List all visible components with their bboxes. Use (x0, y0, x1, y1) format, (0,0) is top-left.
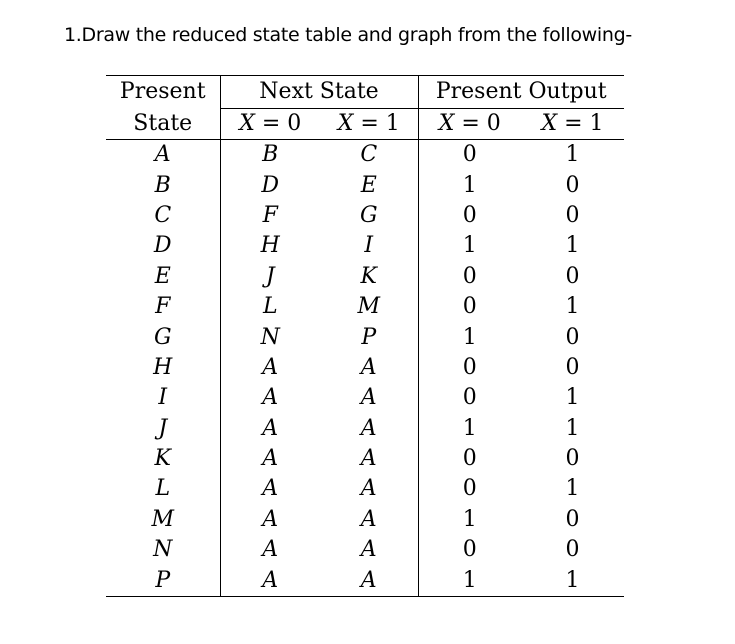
header-next-x1: X = 1 (320, 109, 418, 140)
cell-output-x0: 1 (462, 506, 477, 532)
cell-output-x0: 0 (462, 476, 477, 502)
table-row (106, 170, 624, 200)
header-present-output: Present Output (418, 76, 624, 109)
header-output-x1: X = 1 (521, 109, 624, 140)
cell-next-state-x0: A (262, 385, 279, 411)
header-output-x0: X = 0 (418, 109, 521, 140)
cell-output-x0: 0 (462, 294, 477, 320)
table-row (106, 444, 624, 474)
cell-output-x0: 1 (462, 415, 477, 441)
table-row (106, 201, 624, 231)
table-row (106, 353, 624, 383)
cell-next-state-x1: A (320, 474, 418, 504)
cell-present-state: L (106, 474, 220, 504)
cell-next-state-x1: M (320, 292, 418, 322)
cell-output-x0: 0 (462, 142, 477, 168)
cell-output-x1: 0 (565, 354, 580, 380)
table-header (106, 76, 624, 140)
cell-next-state-x0: A (262, 506, 279, 532)
cell-next-state-x0: L (262, 294, 278, 320)
cell-present-state: N (106, 535, 220, 565)
cell-next-state-x1: E (320, 170, 418, 200)
cell-output-x1: 1 (565, 415, 580, 441)
cell-next-state-x0: A (262, 537, 279, 563)
cell-next-state-x1: A (320, 505, 418, 535)
table-row (106, 262, 624, 292)
cell-present-state: B (106, 170, 220, 200)
table-row (106, 505, 624, 535)
cell-output-x1: 1 (565, 385, 580, 411)
cell-next-state-x1: A (320, 353, 418, 383)
cell-next-state-x1: K (320, 262, 418, 292)
cell-present-state: K (106, 444, 220, 474)
table-row (106, 383, 624, 413)
cell-output-x1: 1 (565, 476, 580, 502)
cell-output-x1: 0 (565, 172, 580, 198)
cell-output-x1: 0 (565, 202, 580, 228)
question-text: 1.Draw the reduced state table and graph from the following- (64, 24, 632, 46)
cell-output-x1: 0 (565, 446, 580, 472)
cell-next-state-x0: A (220, 565, 320, 596)
cell-output-x1: 1 (521, 565, 624, 596)
cell-output-x0: 0 (462, 446, 477, 472)
header-present: Present (106, 76, 220, 109)
cell-present-state: E (106, 262, 220, 292)
cell-next-state-x1: G (320, 201, 418, 231)
table-row (106, 140, 624, 171)
cell-next-state-x0: A (262, 354, 279, 380)
cell-output-x1: 0 (565, 506, 580, 532)
cell-present-state: I (106, 383, 220, 413)
cell-next-state-x0: A (262, 476, 279, 502)
cell-next-state-x1: A (320, 414, 418, 444)
cell-present-state: F (106, 292, 220, 322)
cell-present-state: J (106, 414, 220, 444)
cell-next-state-x0: A (262, 446, 279, 472)
state-table (106, 75, 624, 597)
cell-present-state: H (106, 353, 220, 383)
table-row (106, 565, 624, 596)
table-row (106, 292, 624, 322)
header-next-state: Next State (220, 76, 418, 109)
cell-output-x0: 1 (462, 324, 477, 350)
table-row (106, 414, 624, 444)
cell-next-state-x0: N (260, 324, 280, 350)
table-row (106, 474, 624, 504)
cell-output-x1: 1 (565, 142, 580, 168)
cell-output-x1: 0 (565, 324, 580, 350)
state-table-container (106, 75, 624, 597)
table-row (106, 231, 624, 261)
table-body (106, 140, 624, 597)
cell-output-x0: 0 (462, 202, 477, 228)
cell-output-x0: 0 (462, 354, 477, 380)
cell-next-state-x0: H (260, 233, 280, 259)
cell-present-state: A (106, 140, 220, 171)
cell-present-state: P (106, 565, 220, 596)
cell-output-x0: 1 (462, 172, 477, 198)
cell-next-state-x0: F (262, 202, 278, 228)
cell-next-state-x0: A (262, 415, 279, 441)
table-row (106, 322, 624, 352)
cell-present-state: G (106, 322, 220, 352)
cell-output-x1: 0 (565, 537, 580, 563)
header-state: State (106, 109, 220, 140)
cell-next-state-x0: J (265, 263, 275, 289)
cell-next-state-x1: A (320, 383, 418, 413)
cell-next-state-x1: A (320, 444, 418, 474)
cell-output-x1: 1 (565, 294, 580, 320)
cell-output-x0: 0 (462, 537, 477, 563)
cell-present-state: M (106, 505, 220, 535)
cell-output-x0: 1 (462, 233, 477, 259)
cell-output-x1: 1 (565, 233, 580, 259)
cell-next-state-x1: A (320, 565, 418, 596)
cell-present-state: D (106, 231, 220, 261)
cell-present-state: C (106, 201, 220, 231)
header-next-x0: X = 0 (220, 109, 320, 140)
cell-output-x1: 0 (565, 263, 580, 289)
cell-next-state-x0: B (262, 142, 279, 168)
cell-output-x0: 0 (462, 263, 477, 289)
cell-output-x0: 0 (462, 385, 477, 411)
table-row (106, 535, 624, 565)
cell-next-state-x1: C (320, 140, 418, 171)
cell-next-state-x1: P (320, 322, 418, 352)
cell-next-state-x1: A (320, 535, 418, 565)
cell-next-state-x0: D (261, 172, 280, 198)
cell-next-state-x1: I (320, 231, 418, 261)
cell-output-x0: 1 (418, 565, 521, 596)
